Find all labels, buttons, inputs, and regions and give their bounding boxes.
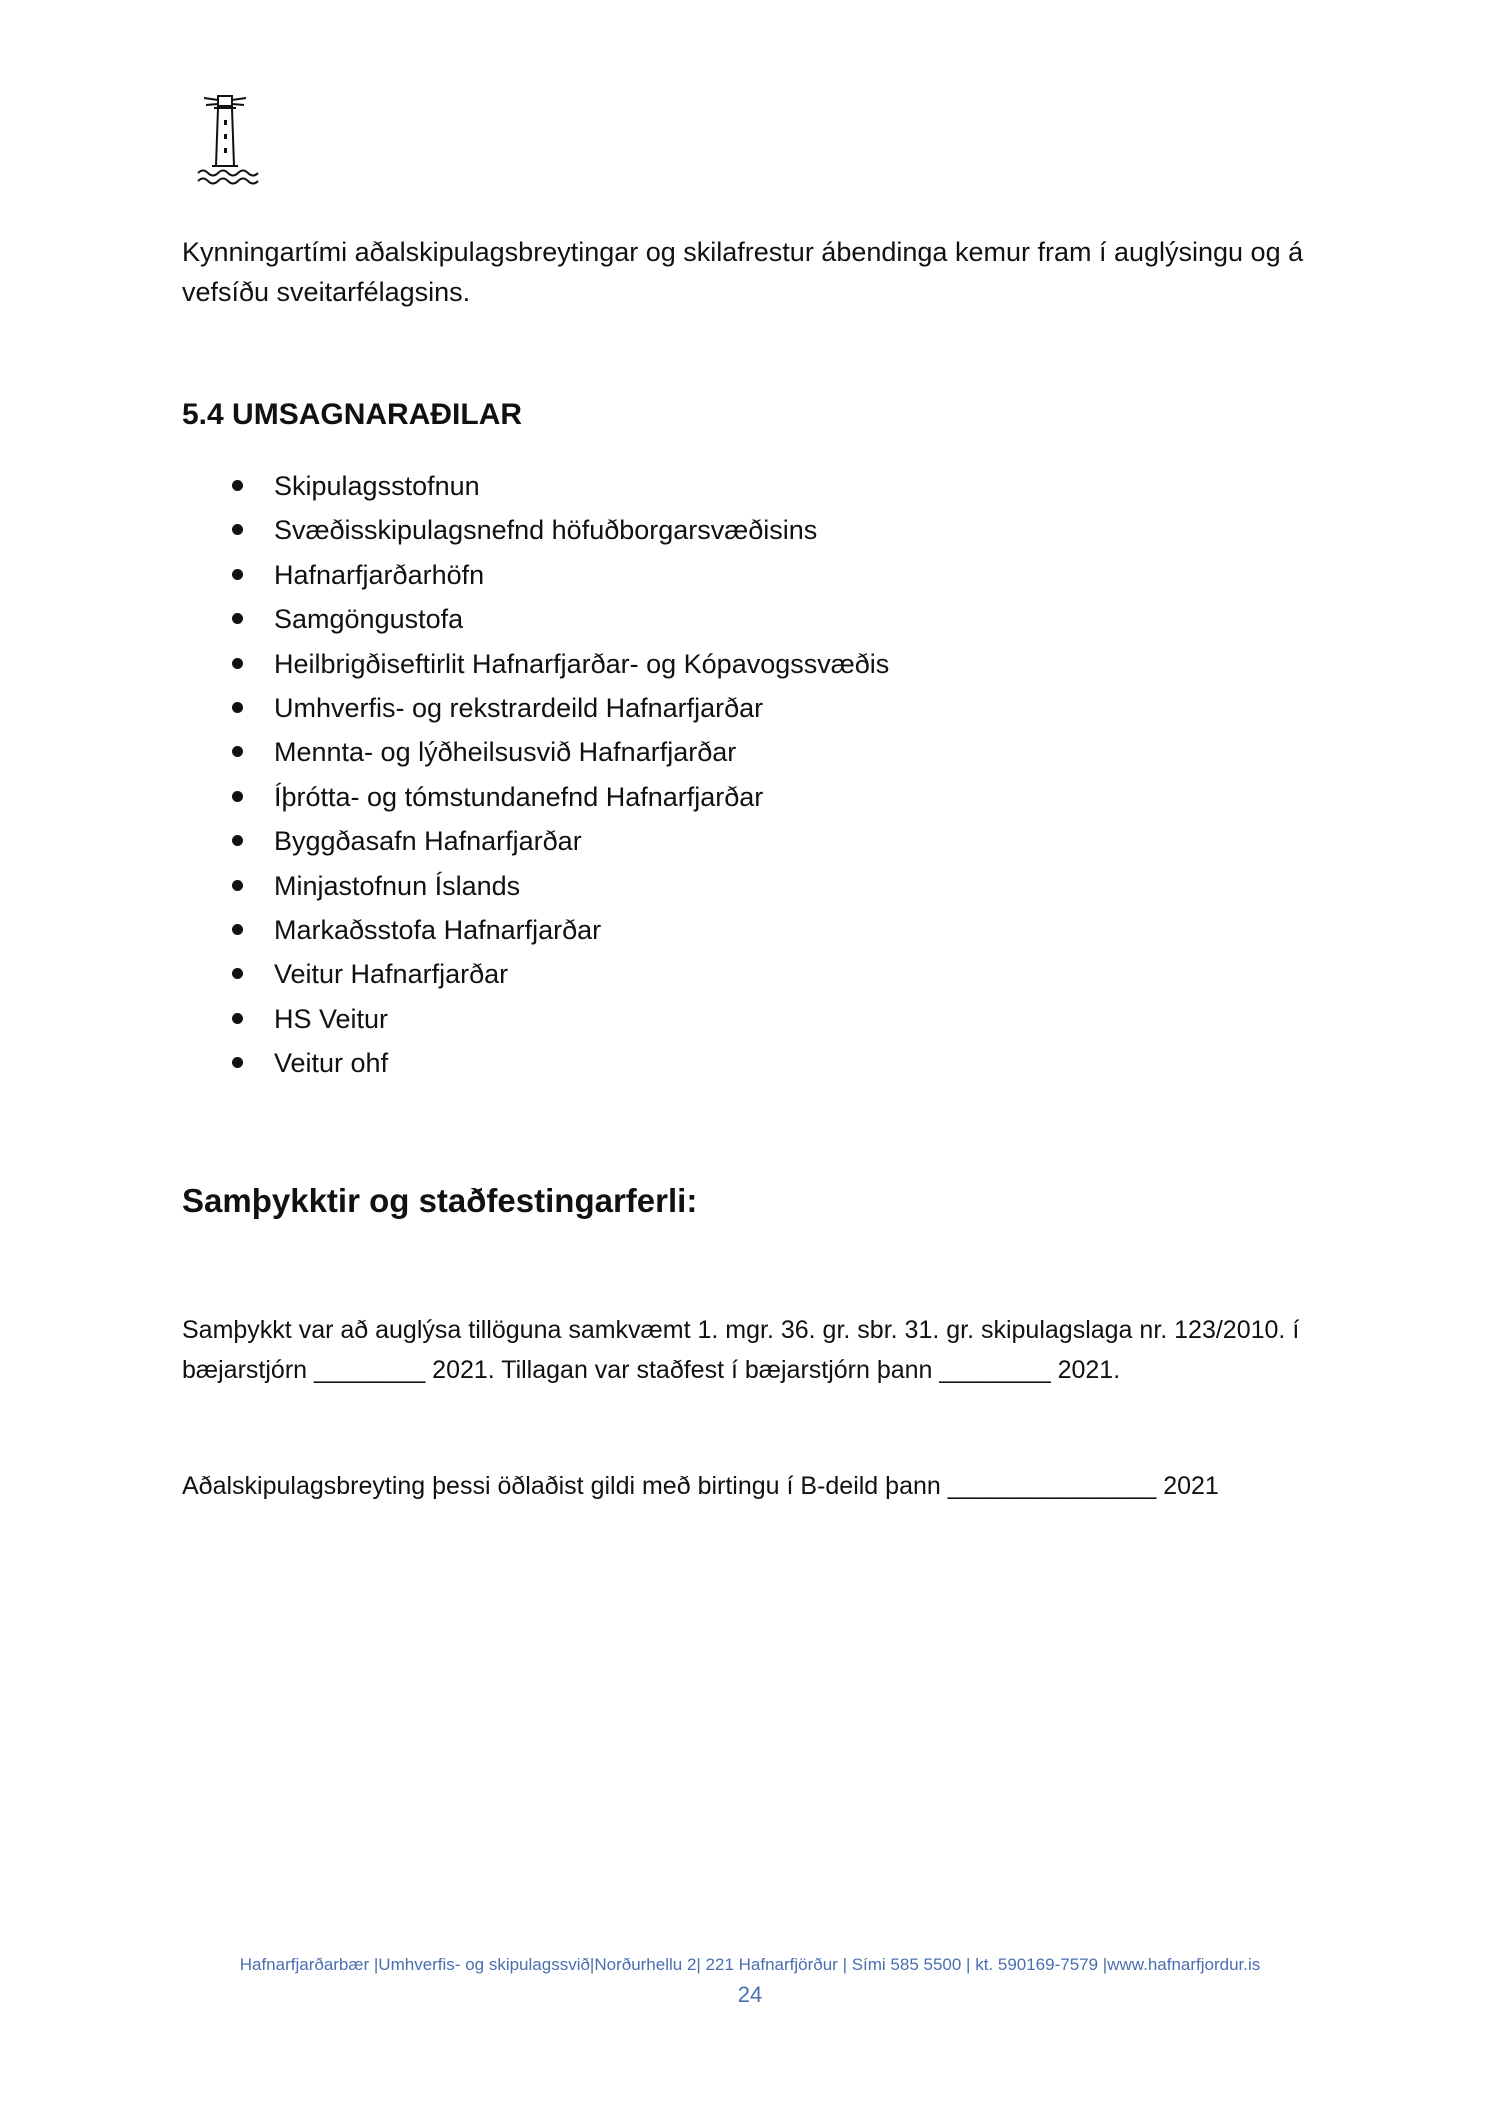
list-item-label: Byggðasafn Hafnarfjarðar: [274, 826, 582, 857]
bullet-icon: [232, 835, 243, 846]
bullet-icon: [232, 658, 243, 669]
intro-paragraph: Kynningartími aðalskipulagsbreytingar og skilafrestur ábendinga kemur fram í auglýsingu og á vefsíðu sveitarfélagsins.: [182, 237, 1304, 307]
bullet-icon: [232, 1013, 243, 1024]
list-item-label: Hafnarfjarðarhöfn: [274, 559, 485, 590]
list-item-label: Umhverfis- og rekstrardeild Hafnarfjarðar: [274, 692, 764, 723]
section-heading: 5.4 UMSAGNARAÐILAR: [182, 398, 523, 431]
list-item: [226, 553, 889, 597]
list-item: [226, 819, 889, 863]
list-item-label: Veitur ohf: [274, 1048, 389, 1079]
approval-heading: Samþykktir og staðfestingarferli:: [182, 1182, 698, 1219]
list-item-label: Skipulagsstofnun: [274, 471, 480, 501]
list-item: [226, 1041, 889, 1085]
bullet-icon: [232, 880, 243, 891]
list-item: [226, 508, 889, 552]
list-item-label: Veitur Hafnarfjarðar: [274, 959, 509, 990]
list-item-label: Mennta- og lýðheilsusvið Hafnarfjarðar: [274, 737, 737, 768]
list-item: [226, 952, 889, 996]
list-item-label: Heilbrigðiseftirlit Hafnarfjarðar- og Kópavogssvæðis: [274, 648, 890, 679]
bullet-icon: [232, 746, 243, 757]
list-item: [226, 642, 889, 686]
approval-paragraph-2: Aðalskipulagsbreyting þessi öðlaðist gildi með birtingu í B-deild þann _______________ 2021: [182, 1472, 1219, 1500]
list-item: [226, 730, 889, 774]
bullet-icon: [232, 924, 243, 935]
list-item-label: Minjastofnun Íslands: [274, 870, 521, 901]
list-item: [226, 597, 889, 641]
list-item-label: Samgöngustofa: [274, 604, 464, 635]
list-item-label: Markaðsstofa Hafnarfjarðar: [274, 914, 602, 945]
list-item-label: HS Veitur: [274, 1003, 389, 1034]
bullet-icon: [232, 613, 243, 624]
bullet-icon: [232, 569, 243, 580]
list-item: [226, 464, 889, 508]
bullet-icon: [232, 524, 243, 535]
list-item: [226, 864, 889, 908]
list-item: [226, 997, 889, 1041]
bullet-icon: [232, 791, 243, 802]
lighthouse-logo-icon: [190, 90, 260, 190]
bullet-icon: [232, 968, 243, 979]
list-item-label: Íþrótta- og tómstundanefnd Hafnarfjarðar: [274, 781, 764, 812]
list-item: [226, 775, 889, 819]
list-item: [226, 908, 889, 952]
bullet-icon: [232, 1057, 243, 1068]
list-item-label: Svæðisskipulagsnefnd höfuðborgarsvæðisins: [274, 515, 818, 546]
page-footer: Hafnarfjarðarbær |Umhverfis- og skipulagssvið|Norðurhellu 2| 221 Hafnarfjörður | Sími 585 5500 | kt. 590169-7579 |www.hafnarfjordur.is: [239, 1955, 1261, 1974]
page-number: 24: [737, 1982, 763, 2007]
bullet-icon: [232, 702, 243, 713]
reviewer-list: [226, 464, 889, 1085]
bullet-icon: [232, 480, 243, 491]
approval-paragraph-1: Samþykkt var að auglýsa tillöguna samkvæmt 1. mgr. 36. gr. sbr. 31. gr. skipulagslaga nr. 123/2010. í bæjarstjórn ________ 2021. Tillagan var staðfest í bæjarstjórn þann ________ 2021.: [182, 1316, 1300, 1384]
list-item: [226, 686, 889, 730]
